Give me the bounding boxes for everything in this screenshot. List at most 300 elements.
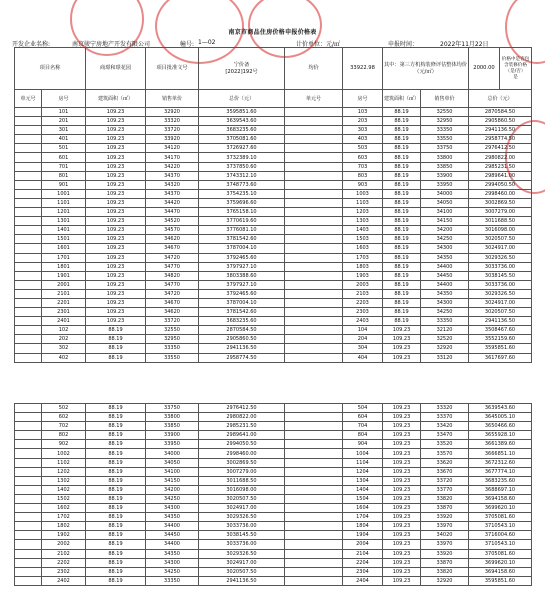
- col-unit-price-2: 销售单价: [421, 90, 469, 108]
- cell-area-2: 109.23: [383, 404, 421, 413]
- cell-total: 3781542.60: [199, 235, 285, 244]
- cell-area: 88.19: [86, 467, 146, 476]
- cell-room-2: 804: [343, 431, 383, 440]
- table-row: [15, 189, 532, 198]
- price-table-lower: [14, 403, 532, 586]
- cell-unit-2: [285, 353, 343, 362]
- cell-total: 2905860.50: [199, 335, 285, 344]
- cell-unit-price: 34220: [146, 162, 199, 171]
- cell-room: 1602: [42, 504, 86, 513]
- cell-room-2: 2003: [343, 280, 383, 289]
- cell-total: 2980822.00: [199, 413, 285, 422]
- table-row: [15, 404, 532, 413]
- cell-unit-price: 33720: [146, 126, 199, 135]
- cell-total: 3797927.10: [199, 262, 285, 271]
- table-row: [15, 485, 532, 494]
- cell-unit-price: 34170: [146, 153, 199, 162]
- cell-unit: [15, 162, 42, 171]
- cell-area: 88.19: [86, 485, 146, 494]
- cell-unit-2: [285, 262, 343, 271]
- cell-area: 109.23: [86, 108, 146, 117]
- cell-unit-price-2: 34300: [421, 298, 469, 307]
- cell-unit-price: 33720: [146, 317, 199, 326]
- cell-area-2: 88.19: [383, 289, 421, 298]
- cell-area-2: 109.23: [383, 531, 421, 540]
- cell-unit: [15, 280, 42, 289]
- cell-area: 109.23: [86, 308, 146, 317]
- cell-unit-price-2: 33120: [421, 353, 469, 362]
- cell-total: 2976412.50: [199, 404, 285, 413]
- cell-unit: [15, 117, 42, 126]
- cell-total-2: 3705081.60: [469, 549, 532, 558]
- cell-room: 401: [42, 135, 86, 144]
- cell-room: 1401: [42, 226, 86, 235]
- cell-total-2: 2976412.50: [469, 144, 532, 153]
- cell-unit-2: [285, 208, 343, 217]
- cell-unit-2: [285, 549, 343, 558]
- price-table-upper: [14, 47, 532, 363]
- cell-room-2: 903: [343, 180, 383, 189]
- cell-room-2: 1804: [343, 522, 383, 531]
- cell-total-2: 3716004.60: [469, 531, 532, 540]
- cell-area-2: 109.23: [383, 344, 421, 353]
- table-row: [15, 235, 532, 244]
- cell-unit-2: [285, 253, 343, 262]
- cell-unit: [15, 504, 42, 513]
- cell-unit: [15, 198, 42, 207]
- cell-room-2: 1803: [343, 262, 383, 271]
- cell-total: 3776081.10: [199, 226, 285, 235]
- cell-unit: [15, 180, 42, 189]
- table-row: [15, 540, 532, 549]
- cell-total-2: 3007279.00: [469, 208, 532, 217]
- cell-area-2: 109.23: [383, 485, 421, 494]
- cell-area-2: 88.19: [383, 271, 421, 280]
- developer-label: 开发企业名称:: [12, 41, 51, 48]
- cell-total-2: 2985231.50: [469, 162, 532, 171]
- cell-area: 88.19: [86, 549, 146, 558]
- cell-unit-price-2: 34350: [421, 253, 469, 262]
- cell-total-2: 2958774.50: [469, 135, 532, 144]
- cell-total: 3038145.50: [199, 531, 285, 540]
- cell-total: 3020507.50: [199, 494, 285, 503]
- table-row: [15, 208, 532, 217]
- cell-unit-price: 33750: [146, 404, 199, 413]
- cell-unit-2: [285, 522, 343, 531]
- cell-unit-2: [285, 476, 343, 485]
- table-row: [15, 422, 532, 431]
- cell-unit-price-2: 34350: [421, 289, 469, 298]
- table-row: [15, 153, 532, 162]
- cell-area: 88.19: [86, 458, 146, 467]
- cell-unit: [15, 513, 42, 522]
- table-row: [15, 226, 532, 235]
- cell-area-2: 88.19: [383, 253, 421, 262]
- time-label: 申报时间：: [388, 41, 419, 48]
- cell-unit-2: [285, 431, 343, 440]
- cell-room: 1701: [42, 253, 86, 262]
- cell-room-2: 1704: [343, 513, 383, 522]
- cell-unit-price-2: 33820: [421, 567, 469, 576]
- cell-total: 3029326.50: [199, 549, 285, 558]
- cell-unit: [15, 440, 42, 449]
- cell-unit-2: [285, 504, 343, 513]
- cell-unit: [15, 289, 42, 298]
- cell-area: 88.19: [86, 344, 146, 353]
- cell-area: 88.19: [86, 494, 146, 503]
- cell-area-2: 88.19: [383, 308, 421, 317]
- cell-room-2: 1103: [343, 198, 383, 207]
- cell-room: 102: [42, 326, 86, 335]
- cell-total-2: 3672312.60: [469, 458, 532, 467]
- cell-room-2: 403: [343, 135, 383, 144]
- cell-unit-price: 34250: [146, 567, 199, 576]
- cell-room-2: 2304: [343, 567, 383, 576]
- cell-room: 1802: [42, 522, 86, 531]
- cell-total: 3726927.60: [199, 144, 285, 153]
- table-row: [15, 549, 532, 558]
- cell-unit: [15, 262, 42, 271]
- cell-unit-2: [285, 422, 343, 431]
- cell-room: 601: [42, 153, 86, 162]
- cell-room: 701: [42, 162, 86, 171]
- cell-total: 3033736.00: [199, 540, 285, 549]
- developer-name: 南京骏宁房地产开发有限公司: [72, 41, 151, 48]
- cell-area-2: 88.19: [383, 126, 421, 135]
- cell-unit-2: [285, 271, 343, 280]
- table-row: [15, 126, 532, 135]
- cell-area: 109.23: [86, 217, 146, 226]
- cell-room: 1801: [42, 262, 86, 271]
- cell-room: 201: [42, 117, 86, 126]
- cell-unit-price: 34400: [146, 540, 199, 549]
- cell-room-2: 2103: [343, 289, 383, 298]
- cell-unit-price-2: 33420: [421, 422, 469, 431]
- cell-unit-2: [285, 217, 343, 226]
- cell-unit: [15, 576, 42, 585]
- cell-total: 2989641.00: [199, 431, 285, 440]
- cell-total-2: 3595851.60: [469, 344, 532, 353]
- cell-room: 1601: [42, 244, 86, 253]
- cell-unit: [15, 540, 42, 549]
- cell-unit: [15, 317, 42, 326]
- cell-total-2: 3694158.60: [469, 567, 532, 576]
- cell-area: 109.23: [86, 117, 146, 126]
- cell-room: 402: [42, 353, 86, 362]
- cell-area-2: 88.19: [383, 162, 421, 171]
- col-area: 建筑面积（㎡）: [86, 90, 146, 108]
- cell-total: 3732389.10: [199, 153, 285, 162]
- table-row: [15, 244, 532, 253]
- cell-unit-price-2: 32520: [421, 335, 469, 344]
- cell-room: 1501: [42, 235, 86, 244]
- cell-total-2: 3661389.60: [469, 440, 532, 449]
- cell-unit-price: 33550: [146, 353, 199, 362]
- table-row: [15, 144, 532, 153]
- cell-area: 88.19: [86, 440, 146, 449]
- cell-area-2: 109.23: [383, 413, 421, 422]
- cell-room-2: 1104: [343, 458, 383, 467]
- cell-area: 109.23: [86, 317, 146, 326]
- cell-room-2: 1904: [343, 531, 383, 540]
- table-row: [15, 344, 532, 353]
- project-name-label: 项目名称: [15, 48, 86, 90]
- cell-unit-price: 34620: [146, 308, 199, 317]
- cell-area-2: 109.23: [383, 476, 421, 485]
- cell-unit-price: 33320: [146, 117, 199, 126]
- cell-total-2: 2994050.50: [469, 180, 532, 189]
- cell-room: 602: [42, 413, 86, 422]
- cell-unit-price: 34370: [146, 189, 199, 198]
- cell-area: 88.19: [86, 335, 146, 344]
- cell-area: 88.19: [86, 353, 146, 362]
- cell-unit: [15, 531, 42, 540]
- cell-area-2: 109.23: [383, 576, 421, 585]
- cell-unit: [15, 244, 42, 253]
- cell-total: 3759696.60: [199, 198, 285, 207]
- cell-unit-price-2: 33550: [421, 135, 469, 144]
- cell-room: 1102: [42, 458, 86, 467]
- cell-unit-price: 34350: [146, 549, 199, 558]
- cell-area-2: 88.19: [383, 262, 421, 271]
- cell-unit-2: [285, 235, 343, 244]
- cell-unit-2: [285, 135, 343, 144]
- cell-area-2: 109.23: [383, 567, 421, 576]
- cell-area: 109.23: [86, 135, 146, 144]
- cell-unit-price-2: 33570: [421, 449, 469, 458]
- cell-area: 88.19: [86, 558, 146, 567]
- cell-total: 3683235.60: [199, 126, 285, 135]
- cell-area-2: 109.23: [383, 540, 421, 549]
- cell-unit: [15, 235, 42, 244]
- cell-room-2: 103: [343, 108, 383, 117]
- cell-area: 88.19: [86, 567, 146, 576]
- cell-area-2: 88.19: [383, 108, 421, 117]
- cell-unit-2: [285, 153, 343, 162]
- cell-area-2: 109.23: [383, 335, 421, 344]
- cell-room: 2001: [42, 280, 86, 289]
- cell-total-2: 3699620.10: [469, 504, 532, 513]
- cell-room: 302: [42, 344, 86, 353]
- cell-total: 3787004.10: [199, 298, 285, 307]
- cell-total-2: 3710543.10: [469, 540, 532, 549]
- table-row: [15, 326, 532, 335]
- cell-total: 2985231.50: [199, 422, 285, 431]
- cell-area: 109.23: [86, 280, 146, 289]
- cell-room: 2402: [42, 576, 86, 585]
- cell-unit-2: [285, 198, 343, 207]
- cell-total-2: 3024917.00: [469, 298, 532, 307]
- cell-area: 109.23: [86, 144, 146, 153]
- cell-area: 88.19: [86, 513, 146, 522]
- cell-area-2: 88.19: [383, 244, 421, 253]
- cell-total: 2941136.50: [199, 344, 285, 353]
- cell-total-2: 3666851.10: [469, 449, 532, 458]
- table-row: [15, 108, 532, 117]
- cell-unit-2: [285, 540, 343, 549]
- cell-total: 3754235.10: [199, 189, 285, 198]
- cell-unit-2: [285, 458, 343, 467]
- cell-total-2: 3038145.50: [469, 271, 532, 280]
- cell-area-2: 109.23: [383, 558, 421, 567]
- cell-unit-price: 34770: [146, 280, 199, 289]
- cell-area: 109.23: [86, 171, 146, 180]
- cell-unit: [15, 458, 42, 467]
- cell-room: 1301: [42, 217, 86, 226]
- cell-unit-2: [285, 108, 343, 117]
- cell-room: 801: [42, 171, 86, 180]
- cell-unit-price-2: 33770: [421, 485, 469, 494]
- cell-total: 3016098.00: [199, 485, 285, 494]
- cell-unit-price-2: 33870: [421, 504, 469, 513]
- page-title: 南京市商品住房价格申报价格表: [228, 29, 317, 36]
- cell-total: 3007279.00: [199, 467, 285, 476]
- cell-area: 109.23: [86, 180, 146, 189]
- cell-unit: [15, 567, 42, 576]
- cell-total: 3743312.10: [199, 171, 285, 180]
- cell-unit-price: 34300: [146, 558, 199, 567]
- cell-unit-price-2: 33820: [421, 494, 469, 503]
- cell-unit-price: 34120: [146, 144, 199, 153]
- cell-room-2: 1903: [343, 271, 383, 280]
- approval-label: 项目批准文号: [146, 48, 199, 90]
- cell-room-2: 904: [343, 440, 383, 449]
- cell-area-2: 88.19: [383, 298, 421, 307]
- cell-unit: [15, 344, 42, 353]
- cell-area-2: 88.19: [383, 208, 421, 217]
- cell-unit-price: 34420: [146, 198, 199, 207]
- cell-unit: [15, 335, 42, 344]
- cell-total-2: 2941136.50: [469, 317, 532, 326]
- cell-unit-price-2: 33350: [421, 126, 469, 135]
- cell-unit-2: [285, 298, 343, 307]
- cell-room: 802: [42, 431, 86, 440]
- cell-total: 3748773.60: [199, 180, 285, 189]
- cell-unit-price: 34000: [146, 449, 199, 458]
- cell-area-2: 109.23: [383, 326, 421, 335]
- cell-total-2: 2870584.50: [469, 108, 532, 117]
- cell-unit-price: 34300: [146, 504, 199, 513]
- cell-unit-2: [285, 144, 343, 153]
- cell-unit-price-2: 33850: [421, 162, 469, 171]
- cell-area: 88.19: [86, 522, 146, 531]
- cell-area: 88.19: [86, 326, 146, 335]
- cell-room-2: 2403: [343, 317, 383, 326]
- project-info-row: [15, 48, 532, 90]
- cell-area-2: 88.19: [383, 317, 421, 326]
- cell-total: 3781542.60: [199, 308, 285, 317]
- cell-unit-2: [285, 567, 343, 576]
- cell-room-2: 203: [343, 117, 383, 126]
- table-row: [15, 162, 532, 171]
- cell-unit-2: [285, 413, 343, 422]
- cell-total-2: 2989641.00: [469, 171, 532, 180]
- cell-room-2: 2204: [343, 558, 383, 567]
- cell-total: 3011688.50: [199, 476, 285, 485]
- table-row: [15, 317, 532, 326]
- cell-room-2: 803: [343, 171, 383, 180]
- cell-area-2: 88.19: [383, 117, 421, 126]
- cell-area: 88.19: [86, 413, 146, 422]
- cell-unit-2: [285, 308, 343, 317]
- cell-unit-2: [285, 171, 343, 180]
- cell-area-2: 109.23: [383, 440, 421, 449]
- cell-unit-price-2: 33620: [421, 458, 469, 467]
- cell-area-2: 88.19: [383, 153, 421, 162]
- cell-unit: [15, 126, 42, 135]
- cell-area: 109.23: [86, 226, 146, 235]
- cell-unit-2: [285, 244, 343, 253]
- cell-room-2: 1204: [343, 467, 383, 476]
- cell-room: 501: [42, 144, 86, 153]
- cell-unit-price-2: 33900: [421, 171, 469, 180]
- cell-total-2: 3694158.60: [469, 494, 532, 503]
- cell-unit-price: 34570: [146, 226, 199, 235]
- table-row: [15, 180, 532, 189]
- cell-unit-price: 34320: [146, 180, 199, 189]
- cell-room-2: 1403: [343, 226, 383, 235]
- cell-unit: [15, 298, 42, 307]
- cell-unit-price: 34470: [146, 208, 199, 217]
- cell-unit-2: [285, 180, 343, 189]
- cell-room-2: 604: [343, 413, 383, 422]
- cell-unit-price: 33800: [146, 413, 199, 422]
- table-row: [15, 271, 532, 280]
- cell-total-2: 3024917.00: [469, 244, 532, 253]
- included-label: 价格中是否包含装修价格（是/否）: [501, 56, 530, 74]
- cell-total-2: 2941136.50: [469, 126, 532, 135]
- included-value: 是: [513, 74, 518, 80]
- cell-area-2: 109.23: [383, 522, 421, 531]
- cell-room: 1001: [42, 189, 86, 198]
- cell-unit-2: [285, 189, 343, 198]
- table-row: [15, 576, 532, 585]
- cell-total-2: 3033736.00: [469, 280, 532, 289]
- cell-area: 88.19: [86, 449, 146, 458]
- table-row: [15, 494, 532, 503]
- cell-area-2: 109.23: [383, 422, 421, 431]
- cell-room-2: 1404: [343, 485, 383, 494]
- cell-area-2: 109.23: [383, 353, 421, 362]
- cell-unit-price-2: 32920: [421, 344, 469, 353]
- cell-room-2: 1603: [343, 244, 383, 253]
- cell-area: 109.23: [86, 298, 146, 307]
- table-row: [15, 198, 532, 207]
- cell-total: 3792465.60: [199, 289, 285, 298]
- cell-total-2: 3595851.60: [469, 576, 532, 585]
- col-room: 房号: [42, 90, 86, 108]
- cell-unit-2: [285, 576, 343, 585]
- table-row: [15, 476, 532, 485]
- cell-unit-2: [285, 449, 343, 458]
- cell-room: 2101: [42, 289, 86, 298]
- cell-unit-price: 34350: [146, 513, 199, 522]
- avg-price: 33922.98: [343, 48, 383, 90]
- cell-unit-2: [285, 467, 343, 476]
- cell-unit-price-2: 33870: [421, 558, 469, 567]
- cell-unit-price: 34620: [146, 235, 199, 244]
- col-total: 总价（元）: [199, 90, 285, 108]
- cell-unit-price-2: 33750: [421, 144, 469, 153]
- cell-unit-price-2: 33470: [421, 431, 469, 440]
- cell-unit-price: 34200: [146, 485, 199, 494]
- cell-unit: [15, 431, 42, 440]
- cell-room-2: 1304: [343, 476, 383, 485]
- cell-room-2: 404: [343, 353, 383, 362]
- cell-unit-price: 33900: [146, 431, 199, 440]
- cell-total-2: 3016098.00: [469, 226, 532, 235]
- cell-room: 2102: [42, 549, 86, 558]
